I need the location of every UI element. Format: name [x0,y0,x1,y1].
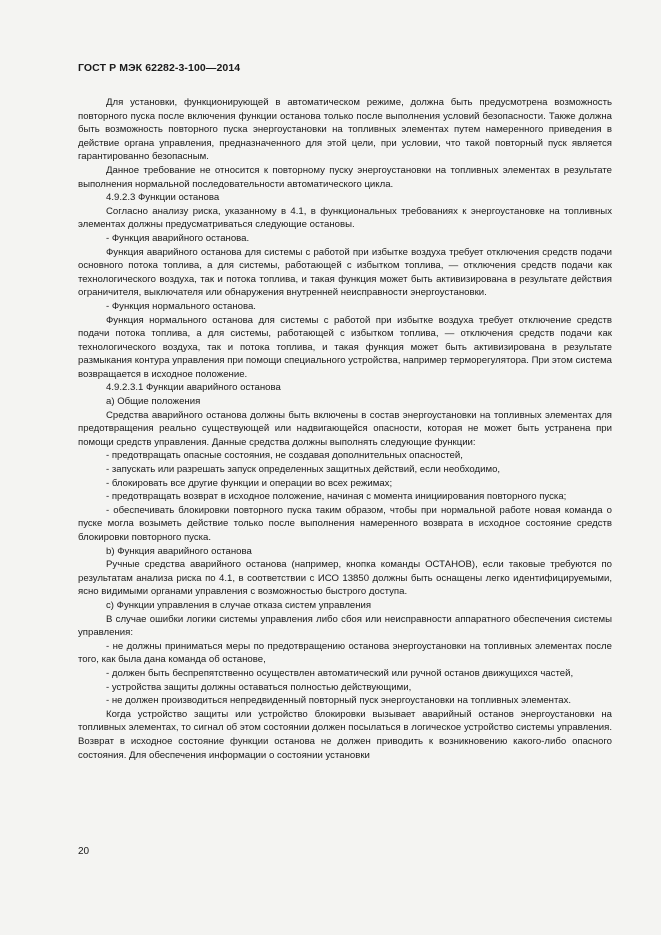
list-item: - не должен производиться непредвиденный повторный пуск энергоустановки на топливных элементах. [106,695,572,707]
paragraph: Для установки, функционирующей в автоматическом режиме, должна быть предусмотрена возможность повторного пуска после включения функции останова только после выполнения условий безопасности. Также должна быть возможность повторного пуска энергоустановки на топливных элементах путем намеренного приведения в действие органа управления, предназначенного для этой цели, при условии, что такой повторный пуск является гарантированно безопасным. [78,97,612,163]
list-item: - предотвращать опасные состояния, не создавая дополнительных опасностей, [106,450,463,462]
list-item: - блокировать все другие функции и операции во всех режимах; [106,477,393,489]
document-body [78,96,612,762]
paragraph: с) Функции управления в случае отказа систем управления [106,599,372,611]
list-item: - предотвращать возврат в исходное положение, начиная с момента инициирования повторного пуска; [106,491,567,503]
paragraph: а) Общие положения [106,396,201,408]
paragraph: Данное требование не относится к повторному пуску энергоустановки на топливных элементах в результате выполнения нормальной последовательности автоматического цикла. [78,164,612,190]
paragraph: 4.9.2.3.1 Функции аварийного останова [106,382,281,394]
list-item: - Функция нормального останова. [106,300,256,312]
paragraph: Ручные средства аварийного останова (например, кнопка команды ОСТАНОВ), если таковые требуются по результатам анализа риска по 4.1, в соответствии с ИСО 13850 должны быть оснащены легко идентифицируемыми, ясно видимыми органами управления с возможностью быстрого доступа. [78,559,612,598]
paragraph: 4.9.2.3 Функции останова [106,192,220,204]
list-item: - обеспечивать блокировки повторного пуска таким образом, чтобы при нормальной работе новая команда о пуске могла возыметь действие только после выполнения намеренного возврата в исходное состояние средств блокировки повторного пуска. [78,504,612,543]
paragraph: Когда устройство защиты или устройство блокировки вызывает аварийный останов энергоустановки на топливных элементах, то сигнал об этом состоянии должен посылаться в логическое устройство системы управления. Возврат в исходное состояние функции останова не должен приводить к возникновению какого-либо опасного состояния. Для обеспечения информации о состоянии установки [78,708,612,761]
page-number: 20 [78,846,90,857]
list-item: - запускать или разрешать запуск определенных защитных действий, если необходимо, [106,464,501,476]
list-item: - устройства защиты должны оставаться полностью действующими, [106,681,412,693]
list-item: - не должны приниматься меры по предотвращению останова энергоустановки на топливных элементах после того, как была дана команда об останове, [78,640,612,666]
paragraph: Функция аварийного останова для системы с работой при избытке воздуха требует отключения средств подачи основного потока топлива, а для системы, работающей с избытком топлива, — отключения средств подачи как технологического воздуха, так и потока топлива, и такая функция может быть активизирована в результате действия ограничителя, выключателя или обнаружения внутренней неисправности энергоустановки. [78,246,612,299]
paragraph: b) Функция аварийного останова [106,545,252,557]
list-item: - Функция аварийного останова. [106,232,250,244]
paragraph: Функция нормального останова для системы с работой при избытке воздуха требует отключение средств подачи потока топлива, а для системы, работающей с избытком топлива, — отключения средств подачи как технологического воздуха, так и потока топлива, и такая функция может быть активизирована в результате размыкания контура управления при помощи специального устройства, например терморегулятора. При этом система возвращается в исходное положение. [78,314,612,380]
paragraph: Согласно анализу риска, указанному в 4.1, в функциональных требованиях к энергоустановке на топливных элементах должны предусматриваться следующие остановы. [78,205,612,231]
document-header: ГОСТ Р МЭК 62282-3-100—2014 [78,62,241,74]
list-item: - должен быть беспрепятственно осуществлен автоматический или ручной останов движущихся частей, [106,667,574,679]
paragraph: В случае ошибки логики системы управления либо сбоя или неисправности аппаратного обеспечения системы управления: [78,613,612,639]
paragraph: Средства аварийного останова должны быть включены в состав энергоустановки на топливных элементах для предотвращения реально существующей или надвигающейся опасности, которая не может быть устранена при помощи средств управления. Данные средства должны выполнять следующие функции: [78,409,612,448]
